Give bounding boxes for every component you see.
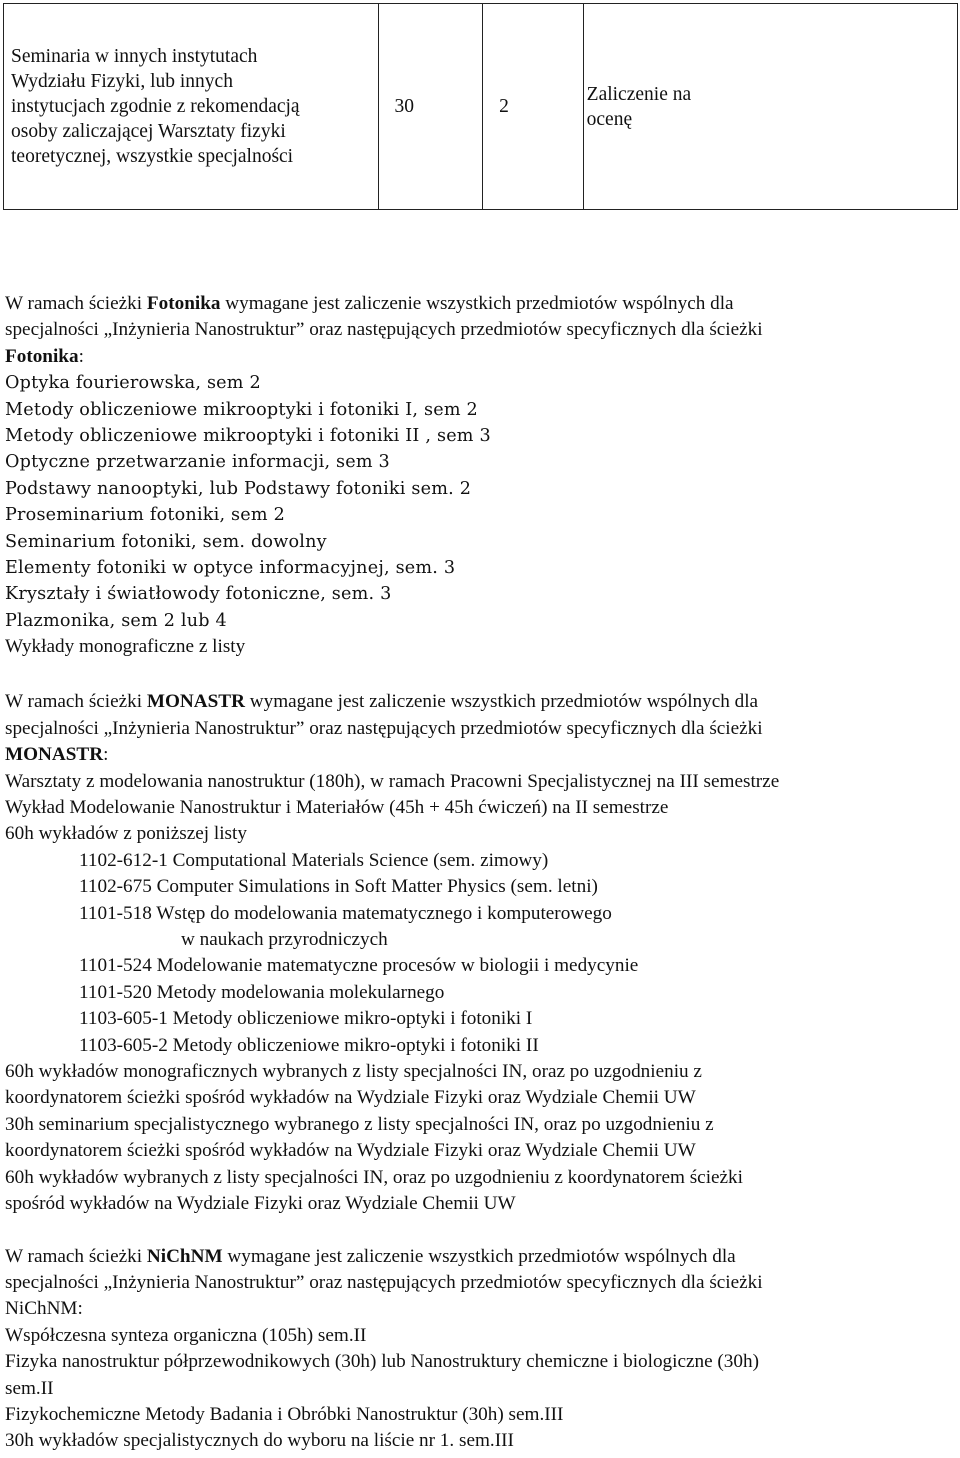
intro-text: wymagane jest zaliczenie wszystkich przedmiotów wspólnych dla: [222, 1245, 736, 1267]
monastr-line: Wykład Modelowanie Nanostruktur i Materiałów (45h + 45h ćwiczeń) na II semestrze: [5, 797, 669, 819]
document-body: [5, 291, 955, 1455]
fotonika-item: Optyka fourierowska, sem 2: [5, 373, 261, 394]
course-table: [3, 3, 958, 210]
course-item: 1102-612-1 Computational Materials Science (sem. zimowy): [79, 849, 549, 871]
track-name: Fotonika: [146, 293, 221, 314]
course-line: osoby zaliczającej Warsztaty fizyki: [11, 121, 286, 142]
intro-text: W ramach ścieżki: [5, 691, 147, 713]
nichnm-intro-line: specjalności „Inżynieria Nanostruktur” oraz następujących przedmiotów specyficznych dla ścieżki: [5, 1272, 763, 1294]
table-cell-assessment: [583, 4, 957, 210]
fotonika-item: Seminarium fotoniki, sem. dowolny: [5, 531, 327, 552]
nichnm-line: sem.II: [5, 1377, 54, 1399]
course-item: 1102-675 Computer Simulations in Soft Matter Physics (sem. letni): [79, 876, 598, 898]
fotonika-item: Podstawy nanooptyki, lub Podstawy fotoniki sem. 2: [5, 478, 472, 499]
intro-text: wymagane jest zaliczenie wszystkich przedmiotów wspólnych dla: [244, 691, 759, 713]
nichnm-section: [5, 1244, 955, 1455]
course-item: 1103-605-1 Metody obliczeniowe mikro-optyki i fotoniki I: [79, 1008, 533, 1030]
nichnm-line: Fizyka nanostruktur półprzewodnikowych (30h) lub Nanostruktury chemiczne i biologiczne (30h): [5, 1351, 759, 1373]
monastr-tail-line: 60h wykładów monograficznych wybranych z listy specjalności IN, oraz po uzgodnieniu z: [5, 1060, 702, 1082]
fotonika-item: Optyczne przetwarzanie informacji, sem 3: [5, 452, 390, 473]
table-cell-course: [4, 4, 379, 210]
course-item: 1103-605-2 Metody obliczeniowe mikro-optyki i fotoniki II: [79, 1034, 539, 1056]
monastr-intro-line: [5, 742, 955, 768]
fotonika-intro-line: [5, 344, 955, 370]
course-item: 1101-520 Metody modelowania molekularnego: [79, 981, 445, 1003]
course-line: teoretycznej, wszystkie specjalności: [11, 146, 294, 167]
nichnm-intro-line: [5, 1244, 955, 1270]
course-line: instytucjach zgodnie z rekomendacją: [11, 96, 300, 117]
nichnm-line: Fizykochemiczne Metody Badania i Obróbki Nanostruktur (30h) sem.III: [5, 1404, 564, 1426]
ects-value: 2: [499, 96, 509, 117]
table-row: [4, 4, 958, 210]
nichnm-line: Współczesna synteza organiczna (105h) sem.II: [5, 1324, 367, 1346]
hours-value: 30: [394, 96, 414, 117]
assessment-line: Zaliczenie na: [586, 83, 692, 105]
intro-text: :: [103, 744, 109, 766]
track-name: NiChNM: [146, 1245, 223, 1267]
course-line: Seminaria w innych instytutach: [11, 46, 258, 67]
fotonika-item: Plazmonika, sem 2 lub 4: [5, 610, 227, 631]
table-cell-hours: [378, 4, 483, 210]
monastr-tail-line: 60h wykładów wybranych z listy specjalności IN, oraz po uzgodnieniu z koordynatorem ścieżki: [5, 1166, 743, 1188]
fotonika-section: [5, 291, 955, 660]
intro-text: wymagane jest zaliczenie wszystkich przedmiotów wspólnych dla: [220, 293, 734, 314]
track-name: MONASTR: [5, 744, 104, 766]
section-gap: [5, 660, 955, 689]
section-gap: [5, 1217, 955, 1243]
monastr-line: 60h wykładów z poniższej listy: [5, 823, 247, 845]
intro-text: W ramach ścieżki: [5, 293, 147, 314]
fotonika-intro-line: [5, 291, 955, 317]
table-cell-ects: [483, 4, 584, 210]
fotonika-item: Proseminarium fotoniki, sem 2: [5, 505, 285, 526]
monastr-line: [5, 769, 955, 795]
fotonika-intro-line: specjalności „Inżynieria Nanostruktur” oraz następujących przedmiotów specyficznych dla ścieżki: [5, 319, 763, 341]
fotonika-item: Kryształy i światłowody fotoniczne, sem. 3: [5, 584, 392, 605]
nichnm-intro-line: NiChNM:: [5, 1298, 83, 1320]
assessment-line: ocenę: [586, 108, 633, 130]
monastr-intro-line: specjalności „Inżynieria Nanostruktur” oraz następujących przedmiotów specyficznych dla ścieżki: [5, 717, 763, 739]
monastr-intro-line: [5, 689, 955, 715]
fotonika-last: Wykłady monograficzne z listy: [5, 636, 246, 658]
monastr-section: [5, 689, 955, 1217]
course-line: Wydziału Fizyki, lub innych: [11, 71, 233, 92]
fotonika-item: Metody obliczeniowe mikrooptyki i fotoniki I, sem 2: [5, 399, 478, 420]
track-name: MONASTR: [146, 691, 245, 713]
intro-text: W ramach ścieżki: [5, 1245, 147, 1267]
track-name: Fotonika: [5, 345, 79, 367]
course-item: 1101-518 Wstęp do modelowania matematycznego i komputerowego: [79, 902, 612, 924]
fotonika-item: Metody obliczeniowe mikrooptyki i fotoniki II , sem 3: [5, 425, 491, 446]
monastr-tail-line: 30h seminarium specjalistycznego wybranego z listy specjalności IN, oraz po uzgodnieniu z: [5, 1113, 714, 1135]
course-item-continued: w naukach przyrodniczych: [181, 928, 388, 950]
monastr-text: Pracowni Specjalistycznej na III semestrze: [449, 770, 780, 792]
monastr-tail-line: koordynatorem ścieżki spośród wykładów na Wydziale Fizyki oraz Wydziale Chemii UW: [5, 1087, 696, 1109]
course-item: 1101-524 Modelowanie matematyczne procesów w biologii i medycynie: [79, 955, 639, 977]
monastr-text: Warsztaty z modelowania nanostruktur (180h), w ramach: [5, 770, 450, 792]
monastr-tail-line: koordynatorem ścieżki spośród wykładów na Wydziale Fizyki oraz Wydziale Chemii UW: [5, 1140, 696, 1162]
monastr-tail-line: spośród wykładów na Wydziale Fizyki oraz Wydziale Chemii UW: [5, 1192, 516, 1214]
intro-text: :: [78, 345, 84, 367]
nichnm-line: 30h wykładów specjalistycznych do wyboru na liście nr 1. sem.III: [5, 1430, 514, 1452]
fotonika-item: Elementy fotoniki w optyce informacyjnej, sem. 3: [5, 557, 456, 578]
